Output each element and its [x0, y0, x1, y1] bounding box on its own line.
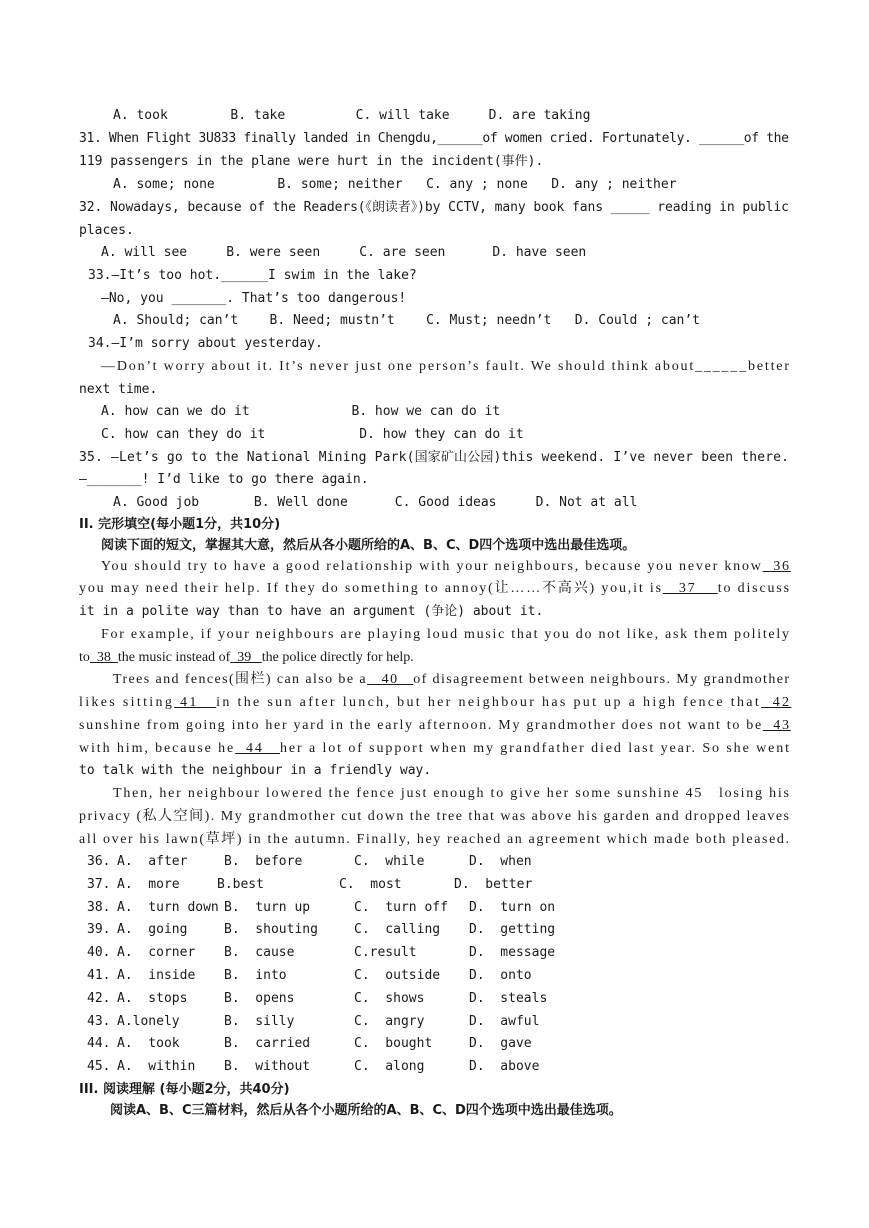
answer-option: A. corner	[117, 945, 196, 961]
answer-option: C. outside	[354, 968, 441, 983]
answer-option: D. when	[469, 854, 532, 869]
answer-blank: 36	[762, 559, 791, 574]
text-segment: you may need their help. If they do something to annoy(让……不高兴) you,it is	[79, 581, 663, 596]
text-line	[79, 449, 789, 467]
answer-option: C. along	[354, 1059, 425, 1075]
text-line	[79, 199, 789, 217]
text-segment: her a lot of support when my grandfather died last year. So she went	[279, 741, 791, 756]
question-number: 43.	[87, 1013, 111, 1029]
text-line	[88, 267, 417, 285]
question-number: 41.	[87, 968, 111, 983]
text-line	[79, 603, 543, 621]
question-number: 36.	[87, 854, 111, 869]
answer-blank: 38	[89, 650, 118, 665]
answer-option: B. silly	[224, 1013, 295, 1029]
answer-option: D. gave	[469, 1036, 532, 1052]
answer-option: D. better	[454, 876, 533, 892]
answer-option: A. turn down	[117, 899, 219, 915]
text-line	[79, 649, 414, 667]
answer-option: C.result	[354, 945, 417, 961]
text-segment: For example, if your neighbours are playing loud music that you do not like, ask them politely	[101, 627, 791, 642]
answer-option: C. angry	[354, 1013, 425, 1029]
text-segment: in the sun after lunch, but her neighbour has put up a high fence that	[216, 695, 762, 710]
text-line	[79, 1081, 290, 1099]
question-number: 38.	[87, 899, 111, 915]
answer-option: D. above	[469, 1059, 540, 1075]
text-line	[110, 1102, 622, 1120]
text-segment: the music instead of	[117, 650, 231, 665]
answer-option: A. within	[117, 1059, 196, 1075]
text-segment: You should try to have a good relationship with your neighbours, because you never know	[101, 559, 763, 574]
answer-blank: 39	[230, 650, 262, 665]
text-segment: A. Should; can’t B. Need; mustn’t C. Must; needn’t D. Could ; can’t	[113, 313, 700, 328]
answer-option: A. inside	[117, 968, 196, 983]
answer-option: D. steals	[469, 990, 548, 1006]
text-line	[79, 762, 431, 780]
answer-option: B. into	[224, 968, 287, 983]
text-segment: 阅读下面的短文，掌握其大意，然后从各小题所给的A、B、C、D四个选项中选出最佳选项。	[101, 538, 636, 553]
text-segment: II. 完形填空(每小题1分，共10分)	[79, 517, 281, 532]
text-line	[79, 222, 134, 240]
text-line	[113, 671, 790, 689]
text-segment: it in a polite way than to have an argument (争论) about it.	[79, 604, 544, 619]
text-segment: A. some; none B. some; neither C. any ; none D. any ; neither	[113, 177, 677, 192]
text-segment: C. how can they do it D. how they can do it	[101, 427, 524, 442]
text-segment: 31. When Flight 3U833 finally landed in Chengdu,______of women cried. Fortunately. ______of the	[79, 131, 789, 146]
text-segment: the police directly for help.	[261, 650, 414, 665]
text-line	[88, 335, 323, 353]
answer-option: C. most	[339, 876, 402, 892]
text-line	[79, 808, 791, 826]
text-segment: 阅读A、B、C三篇材料，然后从各个小题所给的A、B、C、D四个选项中选出最佳选项。	[110, 1103, 622, 1118]
text-line	[79, 130, 789, 148]
question-number: 37.	[87, 876, 111, 892]
answer-option: C. while	[354, 854, 425, 869]
answer-option: D. getting	[469, 922, 556, 938]
answer-option: B.best	[217, 876, 264, 892]
text-segment: next time.	[79, 382, 158, 397]
text-segment: 34.—I’m sorry about yesterday.	[88, 336, 323, 351]
text-line	[101, 244, 586, 262]
answer-blank: 44	[235, 741, 280, 756]
text-segment: all over his lawn(草坪) in the autumn. Finally, hey reached an agreement which made both pleased.	[79, 832, 791, 847]
text-segment: with him, because he	[79, 741, 236, 756]
answer-option: B. turn up	[224, 899, 311, 915]
text-segment: A. Good job B. Well done C. Good ideas D. Not at all	[113, 495, 638, 510]
text-line	[101, 626, 791, 644]
question-number: 39.	[87, 922, 111, 938]
answer-option: B. without	[224, 1059, 311, 1075]
text-segment: to	[79, 650, 90, 665]
text-segment: —No, you _______. That’s too dangerous!	[101, 291, 407, 306]
answer-option: A. going	[117, 922, 188, 938]
text-segment: sunshine from going into her yard in the early afternoon. My grandmother does not want to be	[79, 718, 763, 733]
text-segment: 32. Nowadays, because of the Readers(《朗读者》)by CCTV, many book fans _____ reading in public	[79, 200, 789, 215]
text-line	[101, 558, 791, 576]
answer-option: A. stops	[117, 990, 188, 1006]
answer-option: C. calling	[354, 922, 441, 938]
text-line	[79, 153, 543, 171]
answer-blank: 40	[366, 672, 414, 687]
text-line	[79, 580, 791, 598]
answer-option: C. bought	[354, 1036, 433, 1052]
text-line	[79, 381, 157, 399]
text-line	[113, 494, 637, 512]
question-number: 45.	[87, 1059, 111, 1075]
text-line	[101, 403, 500, 421]
text-segment: A. how can we do it B. how we can do it	[101, 404, 501, 419]
text-line	[113, 107, 590, 125]
text-segment: of disagreement between neighbours. My grandmother	[413, 672, 791, 687]
text-segment: A. will see B. were seen C. are seen D. have seen	[101, 245, 587, 260]
text-segment: 119 passengers in the plane were hurt in the incident(事件).	[79, 154, 544, 169]
answer-option: A. after	[117, 854, 188, 869]
answer-option: C. shows	[354, 990, 425, 1006]
text-segment: Trees and fences(围栏) can also be a	[113, 672, 367, 687]
question-number: 44.	[87, 1036, 111, 1052]
answer-blank: 41	[174, 695, 217, 710]
text-line	[101, 290, 406, 308]
text-line	[79, 740, 791, 758]
text-segment: places.	[79, 223, 134, 238]
answer-option: D. onto	[469, 968, 532, 983]
answer-option: C. turn off	[354, 899, 448, 915]
text-line	[79, 717, 791, 735]
answer-option: B. opens	[224, 990, 295, 1006]
text-line	[113, 785, 791, 803]
text-segment: A. took B. take C. will take D. are taking	[113, 108, 591, 123]
text-line	[79, 831, 791, 849]
text-line	[79, 694, 791, 712]
text-segment: to discuss	[717, 581, 791, 596]
answer-option: A. more	[117, 876, 180, 892]
text-segment: to talk with the neighbour in a friendly way.	[79, 763, 432, 778]
answer-option: A. took	[117, 1036, 180, 1052]
text-line	[113, 176, 677, 194]
text-line	[79, 471, 369, 489]
answer-blank: 37	[662, 581, 718, 596]
answer-option: A.lonely	[117, 1013, 180, 1029]
question-number: 42.	[87, 990, 111, 1006]
text-segment: —_______! I’d like to go there again.	[79, 472, 369, 487]
answer-option: D. awful	[469, 1013, 540, 1029]
text-line	[113, 312, 700, 330]
answer-option: B. cause	[224, 945, 295, 961]
text-segment: Then, her neighbour lowered the fence just enough to give her some sunshine 45 losing his	[113, 786, 791, 801]
text-segment: III. 阅读理解 (每小题2分，共40分)	[79, 1082, 290, 1097]
text-line	[101, 358, 791, 376]
answer-option: B. carried	[224, 1036, 311, 1052]
text-segment: privacy (私人空间). My grandmother cut down the tree that was above his garden and dropped leaves	[79, 809, 791, 824]
answer-option: B. before	[224, 854, 303, 869]
text-segment: 35. —Let’s go to the National Mining Park(国家矿山公园)this weekend. I’ve never been there.	[79, 450, 790, 465]
answer-option: D. message	[469, 945, 556, 961]
text-line	[79, 516, 280, 534]
answer-option: B. shouting	[224, 922, 318, 938]
text-line	[101, 537, 635, 555]
text-line	[101, 426, 524, 444]
text-segment: 33.—It’s too hot.______I swim in the lake?	[88, 268, 417, 283]
text-segment: likes sitting	[79, 695, 175, 710]
question-number: 40.	[87, 945, 111, 961]
answer-option: D. turn on	[469, 899, 556, 915]
answer-blank: 43	[762, 718, 791, 733]
answer-blank: 42	[761, 695, 792, 710]
text-segment: —Don’t worry about it. It’s never just one person’s fault. We should think about______better	[101, 359, 791, 374]
